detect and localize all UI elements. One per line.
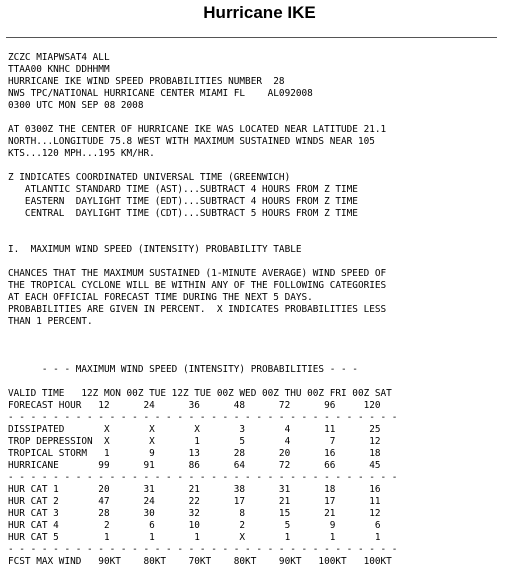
advisory-line: - - - - - - - - - - - - - - - - - - - - - - - - - - - - - - - - - - - [8, 412, 398, 423]
advisory-line: HUR CAT 4 2 6 10 2 5 9 6 [8, 520, 381, 531]
advisory-text [8, 52, 397, 568]
advisory-line: CENTRAL DAYLIGHT TIME (CDT)...SUBTRACT 5 HOURS FROM Z TIME [8, 208, 358, 219]
advisory-line: I. MAXIMUM WIND SPEED (INTENSITY) PROBABILITY TABLE [8, 244, 302, 255]
advisory-line: TTAA00 KNHC DDHHMM [8, 64, 110, 75]
advisory-line: AT EACH OFFICIAL FORECAST TIME DURING THE NEXT 5 DAYS. [8, 292, 313, 303]
advisory-line: DISSIPATED X X X 3 4 11 25 [8, 424, 381, 435]
advisory-line: AT 0300Z THE CENTER OF HURRICANE IKE WAS LOCATED NEAR LATITUDE 21.1 [8, 124, 387, 135]
advisory-line: FCST MAX WIND 90KT 80KT 70KT 80KT 90KT 100KT 100KT [8, 556, 392, 567]
advisory-line [8, 112, 397, 124]
advisory-line [8, 160, 397, 172]
advisory-line [8, 340, 397, 352]
advisory-line: FORECAST HOUR 12 24 36 48 72 96 120 [8, 400, 381, 411]
advisory-line: HURRICANE IKE WIND SPEED PROBABILITIES NUMBER 28 [8, 76, 285, 87]
advisory-line: ZCZC MIAPWSAT4 ALL [8, 52, 110, 63]
advisory-line: HUR CAT 3 28 30 32 8 15 21 12 [8, 508, 381, 519]
advisory-line: NORTH...LONGITUDE 75.8 WEST WITH MAXIMUM SUSTAINED WINDS NEAR 105 [8, 136, 375, 147]
advisory-line: THE TROPICAL CYCLONE WILL BE WITHIN ANY OF THE FOLLOWING CATEGORIES [8, 280, 387, 291]
advisory-line: TROP DEPRESSION X X 1 5 4 7 12 [8, 436, 381, 447]
advisory-line [8, 352, 397, 364]
advisory-line: HUR CAT 1 20 31 21 38 31 18 16 [8, 484, 381, 495]
advisory-line: NWS TPC/NATIONAL HURRICANE CENTER MIAMI FL AL092008 [8, 88, 313, 99]
title-divider [6, 37, 497, 38]
advisory-line: - - - MAXIMUM WIND SPEED (INTENSITY) PROBABILITIES - - - [8, 364, 358, 375]
advisory-line: - - - - - - - - - - - - - - - - - - - - - - - - - - - - - - - - - - - [8, 472, 398, 483]
advisory-line: CHANCES THAT THE MAXIMUM SUSTAINED (1-MINUTE AVERAGE) WIND SPEED OF [8, 268, 387, 279]
advisory-line [8, 256, 397, 268]
page-title: Hurricane IKE [203, 3, 316, 22]
advisory-line: THAN 1 PERCENT. [8, 316, 93, 327]
advisory-line: VALID TIME 12Z MON 00Z TUE 12Z TUE 00Z WED 00Z THU 00Z FRI 00Z SAT [8, 388, 392, 399]
advisory-line [8, 328, 397, 340]
advisory-line: TROPICAL STORM 1 9 13 28 20 16 18 [8, 448, 381, 459]
advisory-line: 0300 UTC MON SEP 08 2008 [8, 100, 144, 111]
advisory-line [8, 376, 397, 388]
advisory-line: HUR CAT 2 47 24 22 17 21 17 11 [8, 496, 381, 507]
advisory-line: HURRICANE 99 91 86 64 72 66 45 [8, 460, 381, 471]
advisory-line: Z INDICATES COORDINATED UNIVERSAL TIME (GREENWICH) [8, 172, 291, 183]
advisory-line: - - - - - - - - - - - - - - - - - - - - - - - - - - - - - - - - - - - [8, 544, 398, 555]
advisory-line [8, 232, 397, 244]
advisory-line: ATLANTIC STANDARD TIME (AST)...SUBTRACT 4 HOURS FROM Z TIME [8, 184, 358, 195]
advisory-line: EASTERN DAYLIGHT TIME (EDT)...SUBTRACT 4 HOURS FROM Z TIME [8, 196, 358, 207]
advisory-line [8, 220, 397, 232]
advisory-line: PROBABILITIES ARE GIVEN IN PERCENT. X INDICATES PROBABILITIES LESS [8, 304, 387, 315]
advisory-line: KTS...120 MPH...195 KM/HR. [8, 148, 155, 159]
advisory-line: HUR CAT 5 1 1 1 X 1 1 1 [8, 532, 381, 543]
